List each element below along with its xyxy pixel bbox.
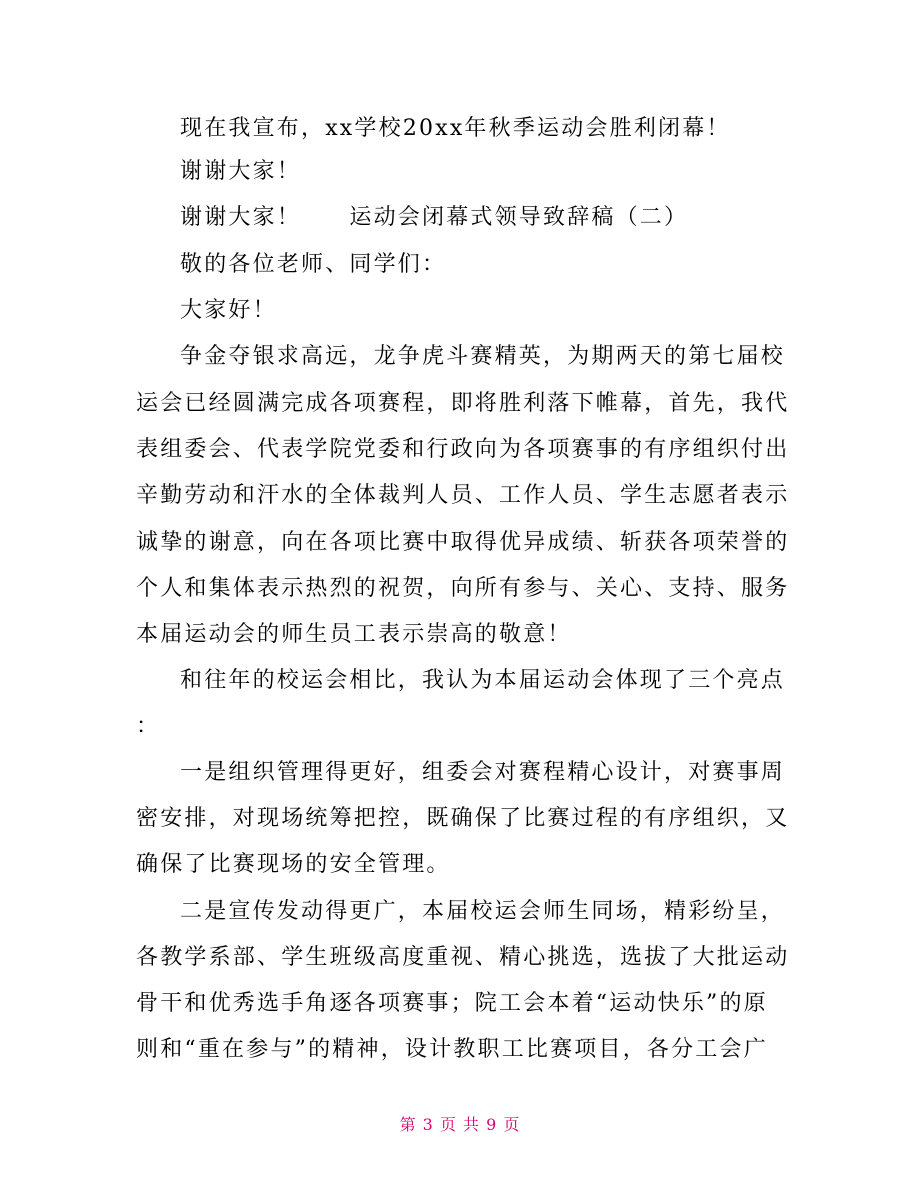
text-line: 诚挚的谢意，向在各项比赛中取得优异成绩、斩获各项荣誉的	[136, 530, 790, 555]
text-line: 二是宣传发动得更广，本届校运会师生同场，精彩纷呈，	[180, 899, 786, 924]
text-line: 敬的各位老师、同学们：	[180, 252, 447, 277]
text-line: 一是组织管理得更好，组委会对赛程精心设计，对赛事周	[180, 760, 786, 785]
text-line: 和往年的校运会相比，我认为本届运动会体现了三个亮点	[180, 668, 786, 693]
text-line: 则和“重在参与”的精神，设计教职工比赛项目，各分工会广	[136, 1037, 768, 1062]
text-line: 各教学系部、学生班级高度重视、精心挑选，选拔了大批运动	[136, 945, 790, 970]
text-line: 争金夺银求高远，龙争虎斗赛精英，为期两天的第七届校	[180, 344, 786, 369]
text-line: 大家好！	[180, 298, 277, 323]
text-line: 运会已经圆满完成各项赛程，即将胜利落下帷幕，首先，我代	[136, 391, 790, 416]
text-line: 表组委会、代表学院党委和行政向为各项赛事的有序组织付出	[136, 437, 790, 462]
page-number-footer: 第 3 页 共 9 页	[399, 1115, 521, 1134]
text-line: 辛勤劳动和汗水的全体裁判人员、工作人员、学生志愿者表示	[136, 483, 790, 508]
text-line: 个人和集体表示热烈的祝贺，向所有参与、关心、支持、服务	[136, 576, 790, 601]
text-line: 谢谢大家！ 运动会闭幕式领导致辞稿（二）	[180, 205, 689, 230]
text-line: 密安排，对现场统筹把控，既确保了比赛过程的有序组织，又	[136, 806, 790, 831]
text-line: 现在我宣布，xx学校20xx年秋季运动会胜利闭幕！	[180, 116, 731, 141]
text-line: 确保了比赛现场的安全管理。	[136, 852, 451, 877]
text-line: 骨干和优秀选手角逐各项赛事；院工会本着“运动快乐”的原	[136, 991, 768, 1016]
text-line: ：	[136, 714, 161, 739]
text-line: 本届运动会的师生员工表示崇高的敬意！	[136, 622, 572, 647]
text-line: 谢谢大家！	[180, 159, 302, 184]
